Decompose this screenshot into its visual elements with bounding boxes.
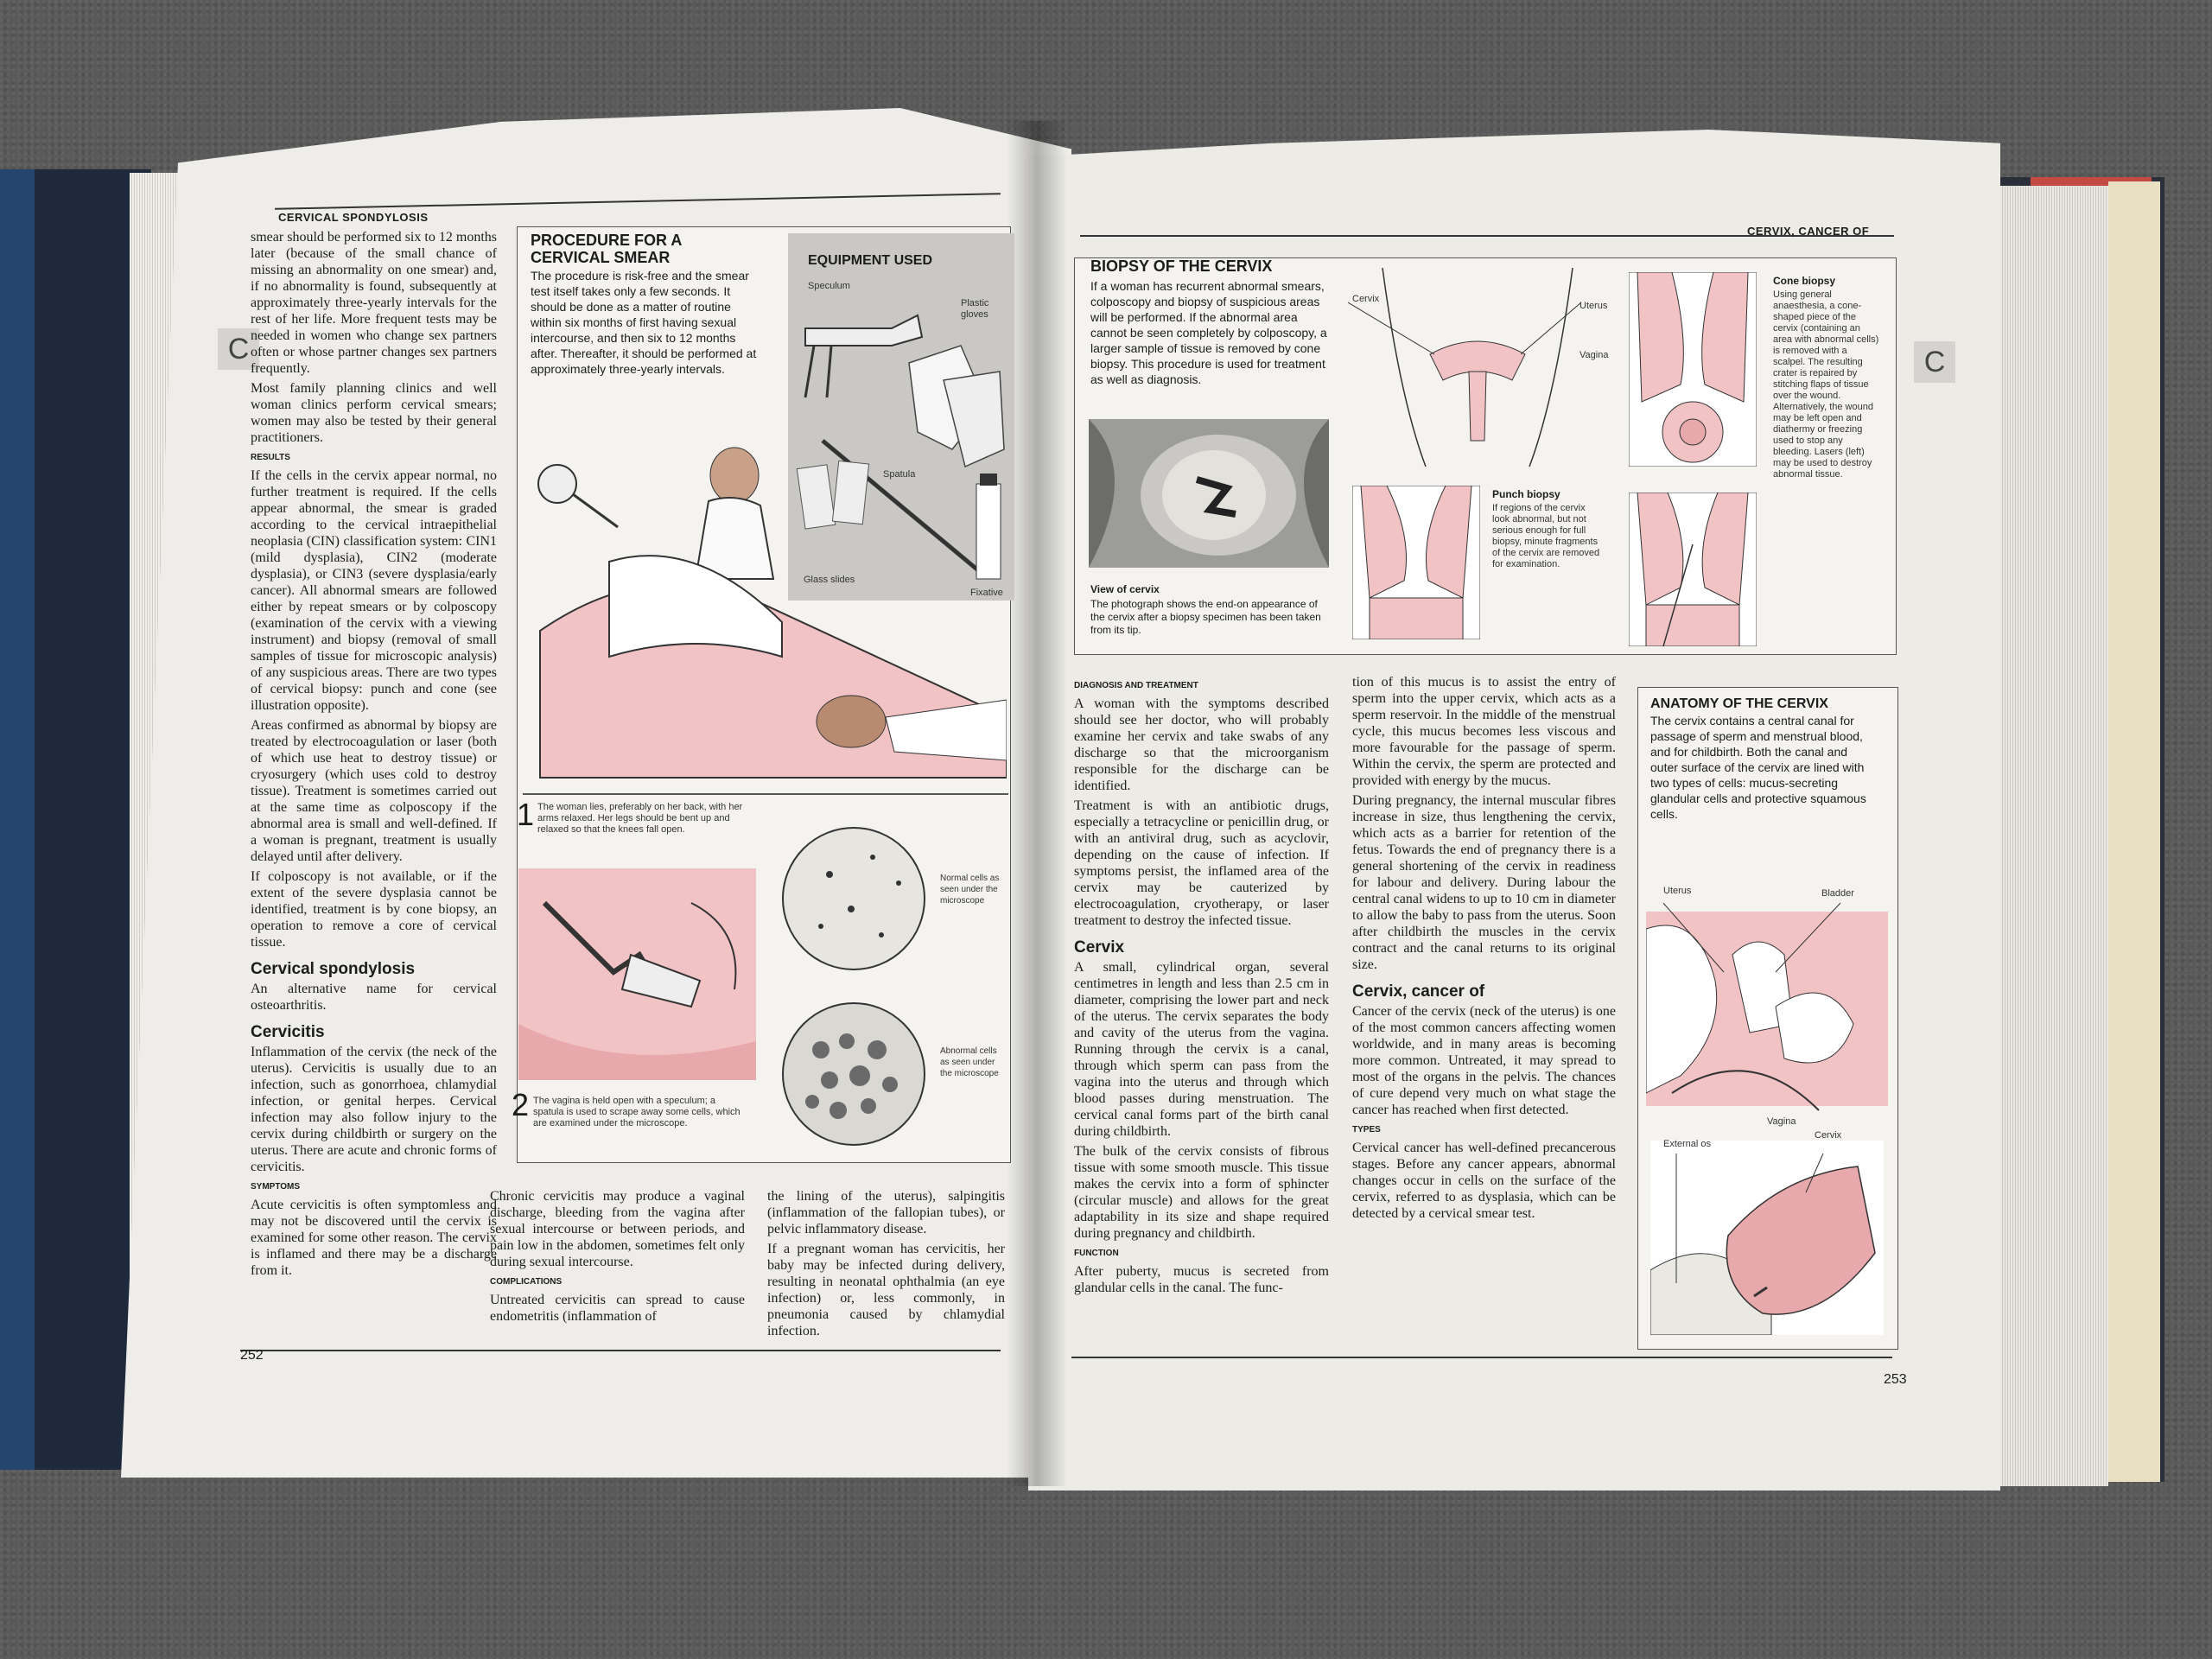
col2-para-1: tion of this mucus is to assist the entry of sperm into the upper cervix, which acts as a sperm reservoir. In the middle of the menstrual cycle, this mucus becomes less viscous and more favourable for the passage of sperm. Within the cervix, the sperm are protected and provided with energy by the mucus. <box>1352 675 1616 788</box>
types-heading: TYPES <box>1352 1125 1381 1135</box>
symptoms-text: Acute cervicitis is often symptomless and may not be discovered until the cervix is examined for some other reason. The cervix is inflamed and there may be a discharge from it. <box>251 1198 497 1278</box>
page-number-left: 252 <box>240 1348 264 1363</box>
step2-number: 2 <box>512 1087 530 1122</box>
col1-para-2: Most family planning clinics and well woman clinics perform cervical smears; women may also be tested by their general practitioners. <box>251 381 497 445</box>
abnormal-cells-circle <box>778 998 933 1154</box>
spondylosis-heading: Cervical spondylosis <box>251 960 416 978</box>
left-column-3-bottom <box>767 1188 1005 1343</box>
step1-number: 1 <box>517 797 535 832</box>
abnormal-cells-caption: Abnormal cells as seen under the microscope <box>940 1046 999 1078</box>
cone-biopsy-illustration-bottom <box>1629 493 1757 646</box>
label-vagina-anatomy: Vagina <box>1767 1116 1796 1127</box>
label-glass-slides: Glass slides <box>804 575 855 585</box>
patient-illustration <box>523 432 1007 795</box>
function-text: After puberty, mucus is secreted from glandular cells in the canal. The func- <box>1074 1264 1329 1295</box>
label-vagina-top: Vagina <box>1580 350 1609 360</box>
complications-heading: COMPLICATIONS <box>490 1277 563 1287</box>
diagnosis-para-2: Treatment is with an antibiotic drugs, especially a tetracycline or penicillin drug, or with an antiviral drug, such as acyclovir, depending on the cause of infection. If symptoms persist, the inflamed area of the cervix may be cauterized by electrocoagulation, cryotherapy, or laser treatment to destroy the infected tissue. <box>1074 798 1329 928</box>
body-outline-illustration <box>1348 268 1607 467</box>
chronic-text: Chronic cervicitis may produce a vaginal discharge, bleeding from the vagina after sexual intercourse or between periods, and pain low in the abdomen, sometimes felt only during sexual intercourse. <box>490 1189 745 1269</box>
right-column-1 <box>1074 674 1329 1300</box>
view-cervix-text: The photograph shows the end-on appearance of the cervix after a biopsy specimen has been taken from its tip. <box>1090 598 1321 636</box>
book-gutter <box>1007 121 1067 1486</box>
cone-biopsy-illustration-top <box>1629 272 1757 467</box>
label-cervix-top: Cervix <box>1352 294 1380 304</box>
col1-para-1: smear should be performed six to 12 months later (because of the small chance of missing an abnormality on one smear) and, if no abnormality is found, subsequently at approximately three-yearly intervals for the rest of her life. More frequent tests may be needed in women who change sex partners often or whose partner changes sex partners frequently. <box>251 230 497 376</box>
pelvis-illustration <box>1646 903 1888 1115</box>
anatomy-text: The cervix contains a central canal for passage of sperm and menstrual blood, and for childbirth. Both the canal and outer surface of the cervix are lined with two types of cells: mucus-secreting glandular cells and protective squamous cells. <box>1650 714 1866 821</box>
label-uterus-top: Uterus <box>1580 301 1608 311</box>
diagnosis-heading: DIAGNOSIS AND TREATMENT <box>1074 681 1198 690</box>
equipment-title: EQUIPMENT USED <box>808 253 933 268</box>
complications-text: Untreated cervicitis can spread to cause endometritis (inflammation of <box>490 1293 745 1324</box>
results-para-1: If the cells in the cervix appear normal, no further treatment is required. If the cells appear abnormal, the smear is graded according to the cervical intraepithelial neoplasia (CIN) classification system: CIN1 (mild dysplasia), CIN2 (moderate dysplasia), or CIN3 (severe dysplasia/early cancer). All abnormal smears are followed either by repeat smears or by colposcopy (examination of the cervix with a viewing instrument) and biopsy (removal of small samples of tissue for microscopic analysis) of any suspicious areas. There are two types of cervical biopsy: punch and cone (see illustration opposite). <box>251 468 497 713</box>
col3-text-2: If a pregnant woman has cervicitis, her baby may be infected during delivery, resulting in neonatal ophthalmia (an eye infection) or, less commonly, in pneumonia caused by chlamydial infection. <box>767 1242 1005 1338</box>
cervicitis-text: Inflammation of the cervix (the neck of the uterus). Cervicitis is usually due to an infection, such as gonorrhoea, chlamydial infection, or genital herpes. Cervical infection may also follow injury to the cervix during childbirth or surgery on the uterus. There are acute and chronic forms of cervicitis. <box>251 1045 497 1174</box>
book-back-edge <box>2108 181 2160 1482</box>
thumb-tab-right: C <box>1914 341 1955 383</box>
cancer-text: Cancer of the cervix (neck of the uterus) is one of the most common cancers affecting women worldwide, and in many areas is becoming more common. Untreated, it may spread to most of the organs in the pelvis. The chances of cure depend very much on what stage the cancer has reached when first detected. <box>1352 1004 1616 1117</box>
left-column-2-bottom <box>490 1188 745 1328</box>
biopsy-text: If a woman has recurrent abnormal smears, colposcopy and biopsy of suspicious areas will be performed. If the abnormal area cannot be seen completely by colposcopy, a larger sample of tissue is removed by cone biopsy. This procedure is used for treatment as well as diagnosis. <box>1090 279 1327 386</box>
footer-rule-right <box>1071 1357 1892 1358</box>
biopsy-title: BIOPSY OF THE CERVIX <box>1090 257 1273 275</box>
function-heading: FUNCTION <box>1074 1249 1119 1258</box>
results-heading: RESULTS <box>251 453 290 462</box>
punch-biopsy-title: Punch biopsy <box>1492 488 1560 500</box>
label-external-os: External os <box>1663 1139 1712 1149</box>
label-speculum: Speculum <box>808 281 850 291</box>
col3-text-1: the lining of the uterus), salpingitis (inflammation of the fallopian tubes), or pelvic inflammatory disease. <box>767 1189 1005 1236</box>
cervix-closeup-illustration <box>1650 1141 1884 1335</box>
types-text: Cervical cancer has well-defined precancerous stages. Before any cancer appears, abnormal changes occur in cells on the surface of the cervix, referred to as dysplasia, which can be detected by a cervical smear test. <box>1352 1141 1616 1221</box>
running-head-right: CERVIX, CANCER OF <box>1747 225 1870 238</box>
diagnosis-para-1: A woman with the symptoms described should see her doctor, who will probably examine her cervix and take swabs of any discharge so that the microorganism responsible for the discharge can be identified. <box>1074 696 1329 793</box>
cervix-photo <box>1089 419 1329 568</box>
footer-rule-left <box>240 1350 1001 1351</box>
view-cervix-title: View of cervix <box>1090 583 1160 595</box>
label-spatula: Spatula <box>883 469 916 480</box>
symptoms-heading: SYMPTOMS <box>251 1182 301 1192</box>
col2-para-2: During pregnancy, the internal muscular fibres increase in size, thus lengthening the cervix, which acts as a barrier for retention of the fetus. Towards the end of pregnancy there is a general shortening of the cervix in readiness for labour and delivery. During labour the central canal widens to up to 10 cm in diameter to allow the baby to pass from the uterus. Soon after childbirth the muscles in the cervix contract and the canal returns to its original size. <box>1352 793 1616 972</box>
cervix-para-2: The bulk of the cervix consists of fibrous tissue with some smooth muscle. This tissue makes the cervix into a form of sphincter (circular muscle) and allows for the great adaptability in its size and shape required during pregnancy and childbirth. <box>1074 1144 1329 1241</box>
step2-text: The vagina is held open with a speculum; a spatula is used to scrape away some cells, which are examined under the microscope. <box>533 1096 741 1128</box>
thumb-tab-left: C <box>218 328 259 370</box>
left-column-1 <box>251 229 497 1282</box>
adjacent-book-spine <box>0 169 35 1470</box>
cervicitis-heading: Cervicitis <box>251 1023 325 1041</box>
normal-cells-circle <box>778 823 933 978</box>
speculum-illustration <box>518 868 756 1080</box>
procedure-title: PROCEDURE FOR A CERVICAL SMEAR <box>531 232 682 266</box>
label-cervix-anatomy: Cervix <box>1815 1130 1842 1141</box>
label-fixative: Fixative <box>970 588 1003 598</box>
results-para-3: If colposcopy is not available, or if the extent of the severe dysplasia cannot be identified, treatment is by cone biopsy, an operation to remove a core of cervical tissue. <box>251 869 497 950</box>
punch-biopsy-text: If regions of the cervix look abnormal, but not serious enough for full biopsy, minute fragments of the cervix are removed for examination. <box>1492 503 1600 569</box>
cervix-heading: Cervix <box>1074 938 1125 957</box>
anatomy-title: ANATOMY OF THE CERVIX <box>1650 696 1828 711</box>
cancer-heading: Cervix, cancer of <box>1352 982 1485 1001</box>
label-plastic-gloves: Plastic gloves <box>961 298 989 320</box>
running-head-left: CERVICAL SPONDYLOSIS <box>278 211 429 224</box>
normal-cells-caption: Normal cells as seen under the microscope <box>940 874 1000 906</box>
right-column-2 <box>1352 674 1616 1225</box>
punch-biopsy-illustration <box>1352 486 1480 639</box>
page-number-right: 253 <box>1884 1372 1907 1387</box>
step-separator <box>523 793 1008 795</box>
procedure-text: The procedure is risk-free and the smear test itself takes only a few seconds. It should be done as a matter of routine within six months of first having sexual intercourse, and then six to 12 months after. Thereafter, it should be performed at approximately three-yearly intervals. <box>531 269 757 376</box>
label-uterus-anatomy: Uterus <box>1663 886 1692 896</box>
step1-text: The woman lies, preferably on her back, with her arms relaxed. Her legs should be bent up and relaxed so that the knees fall open. <box>537 802 743 835</box>
cone-biopsy-title: Cone biopsy <box>1773 275 1836 287</box>
cervix-para-1: A small, cylindrical organ, several centimetres in length and less than 2.5 cm in diameter, comprising the lower part and neck of the uterus. The cervix separates the body and cavity of the uterus from the vagina. Running through the cervix is a canal, through which sperm can pass from the vagina into the uterus and through which blood passes during menstruation. The cervical canal forms part of the birth canal during childbirth. <box>1074 960 1329 1139</box>
label-bladder-anatomy: Bladder <box>1821 888 1854 899</box>
cone-biopsy-text: Using general anaesthesia, a cone-shaped piece of the cervix (containing an area with abnormal cells) is removed with a scalpel. The resulting crater is repaired by stitching flaps of tissue over the wound. Alternatively, the wound may be left open and diathermy or freezing used to stop any bleeding. Lasers (left) may be used to destroy abnormal tissue. <box>1773 289 1879 480</box>
results-para-2: Areas confirmed as abnormal by biopsy are treated by electrocoagulation or laser (both of which use heat to destroy tissue) or cryosurgery (which uses cold to destroy tissue). Treatment is sometimes carried out at the same time as colposcopy if the abnormal area is small and well-defined. If a woman is pregnant, treatment is usually delayed until after delivery. <box>251 718 497 864</box>
spondylosis-text: An alternative name for cervical osteoarthritis. <box>251 982 497 1013</box>
page-edges-right <box>1987 186 2108 1486</box>
